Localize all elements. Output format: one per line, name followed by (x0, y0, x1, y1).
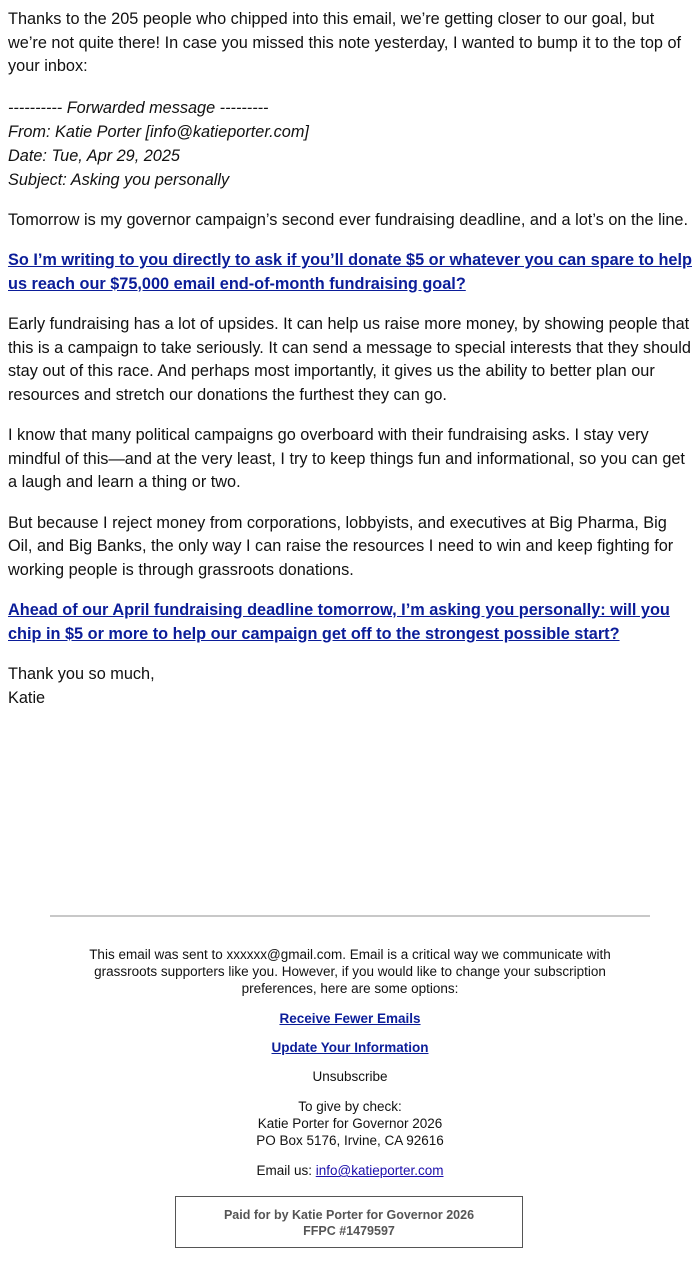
email-us-row (50, 1162, 650, 1179)
email-us-link[interactable]: info@katieporter.com (315, 1163, 444, 1178)
deadline-paragraph: Tomorrow is my governor campaign’s second ever fundraising deadline, and a lot’s on the line. (8, 210, 688, 229)
forwarded-from: From: Katie Porter [info@katieporter.com] (8, 122, 309, 141)
paid-for-text: Paid for by Katie Porter for Governor 2026 (223, 1208, 475, 1222)
forwarded-date: Date: Tue, Apr 29, 2025 (8, 146, 180, 165)
intro-paragraph: Thanks to the 205 people who chipped into this email, we’re getting closer to our goal, but we’re not quite there! In case you missed this note yesterday, I wanted to bump it to the top of your inbox: (8, 10, 682, 75)
grassroots-paragraph: But because I reject money from corporations, lobbyists, and executives at Big Pharma, Big Oil, and Big Banks, the only way I can raise the resources I need to win and keep fighting for working people is through grassroots donations. (8, 513, 674, 579)
receive-fewer-row (50, 1010, 650, 1027)
update-info-row (50, 1039, 650, 1056)
cta-paragraph-1 (8, 249, 692, 296)
unsubscribe-link[interactable]: Unsubscribe (312, 1069, 388, 1084)
cta-paragraph-2 (8, 599, 692, 646)
signature: Katie (8, 688, 46, 707)
ffpc-number: FFPC #1479597 (303, 1224, 395, 1238)
email-body (8, 8, 692, 710)
receive-fewer-emails-link[interactable]: Receive Fewer Emails (279, 1011, 421, 1026)
upsides-paragraph: Early fundraising has a lot of upsides. It can help us raise more money, by showing people that this is a campaign to take seriously. It can send a message to special interests that they should stay out of this race. And perhaps most importantly, it gives us the ability to better plan our resources and stretch our donations the furthest they can go. (8, 315, 691, 404)
update-information-link[interactable]: Update Your Information (271, 1040, 429, 1055)
signoff: Thank you so much, (8, 665, 155, 683)
paid-for-disclaimer (175, 1196, 523, 1248)
forwarded-message-block (8, 96, 692, 192)
donate-link-1[interactable]: So I’m writing to you directly to ask if you’ll donate $5 or whatever you can spare to help us reach our $75,000 email end-of-month fundraising goal? (8, 251, 692, 293)
donate-link-2[interactable]: Ahead of our April fundraising deadline tomorrow, I’m asking you personally: will you chip in $5 or more to help our campaign get off to the strongest possible start? (8, 601, 670, 643)
footer-notice: This email was sent to xxxxxx@gmail.com. Email is a critical way we communicate with grassroots supporters like you. However, if you would like to change your subscription preferences, here are some options: (89, 947, 611, 996)
email-us-label: Email us: (256, 1163, 316, 1178)
signature-block (8, 663, 692, 710)
mindful-paragraph: I know that many political campaigns go overboard with their fundraising asks. I stay very mindful of this—and at the very least, I try to keep things fun and informational, so you can get a laugh and learn a thing or two. (8, 426, 685, 491)
forwarded-header: ---------- Forwarded message --------- (8, 98, 269, 117)
check-name: Katie Porter for Governor 2026 (257, 1116, 443, 1131)
footer-divider (50, 915, 650, 917)
unsubscribe-row (50, 1068, 650, 1085)
check-heading: To give by check: (298, 1099, 402, 1114)
check-info (50, 1098, 650, 1149)
forwarded-subject: Subject: Asking you personally (8, 170, 230, 189)
email-footer (50, 946, 650, 1179)
check-address: PO Box 5176, Irvine, CA 92616 (256, 1133, 444, 1148)
